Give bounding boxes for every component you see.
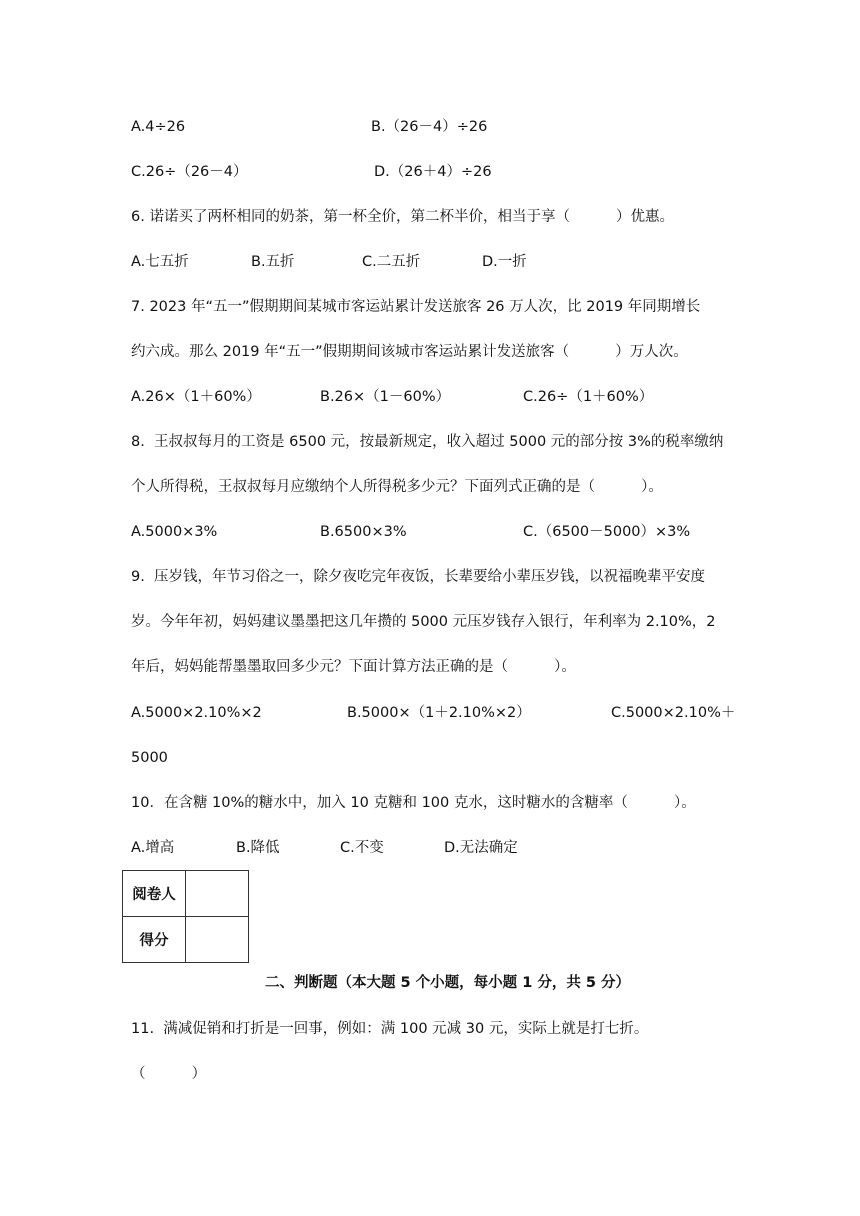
q9-option-c: C.5000×2.10%＋ (611, 705, 736, 721)
q10-option-b: B.降低 (236, 840, 280, 856)
reviewer-row (123, 871, 249, 917)
q9-stem-line1: 9. 压岁钱，年节习俗之一，除夕夜吃完年夜饭，长辈要给小辈压岁钱，以祝福晚辈平安度 (131, 569, 706, 585)
reviewer-cell[interactable] (186, 871, 249, 917)
q5-option-d: D.（26＋4）÷26 (374, 164, 492, 180)
q9-stem-line2: 岁。今年年初，妈妈建议墨墨把这几年攒的 5000 元压岁钱存入银行，年利率为 2.10%，2 (131, 614, 716, 630)
q11-answer-blank[interactable]: （ ） (131, 1066, 207, 1082)
q7-stem-line2: 约六成。那么 2019 年“五一”假期期间该城市客运站累计发送旅客（ ）万人次。 (131, 344, 688, 360)
q10-option-c: C.不变 (340, 840, 384, 856)
q6-option-d: D.一折 (482, 254, 527, 270)
score-row (123, 917, 249, 963)
q9-option-c-continued: 5000 (131, 750, 168, 766)
q7-option-a: A.26×（1＋60%） (131, 389, 261, 405)
q8-option-c: C.（6500－5000）×3% (523, 524, 691, 540)
q5-option-b: B.（26－4）÷26 (371, 119, 488, 135)
q5-option-c: C.26÷（26－4） (131, 164, 248, 180)
q10-option-a: A.增高 (131, 840, 175, 856)
q9-stem-line3: 年后，妈妈能帮墨墨取回多少元？下面计算方法正确的是（ ）。 (131, 659, 576, 675)
q9-option-b: B.5000×（1＋2.10%×2） (347, 705, 531, 721)
q9-option-a: A.5000×2.10%×2 (131, 705, 262, 721)
q6-option-b: B.五折 (251, 254, 295, 270)
q8-option-b: B.6500×3% (320, 524, 407, 540)
section-title: 二、判断题（本大题 5 个小题，每小题 1 分，共 5 分） (265, 975, 631, 991)
q8-stem-line1: 8. 王叔叔每月的工资是 6500 元，按最新规定，收入超过 5000 元的部分按 3%的税率缴纳 (131, 434, 724, 450)
q6-stem: 6. 诺诺买了两杯相同的奶茶，第一杯全价，第二杯半价，相当于享（ ）优惠。 (131, 209, 675, 225)
q5-option-a: A.4÷26 (131, 119, 186, 135)
q10-stem: 10．在含糖 10%的糖水中，加入 10 克糖和 100 克水，这时糖水的含糖率（ ）。 (131, 795, 696, 811)
q7-option-b: B.26×（1－60%） (320, 389, 451, 405)
score-label: 得分 (123, 917, 186, 963)
q11-stem: 11. 满减促销和打折是一回事，例如：满 100 元减 30 元，实际上就是打七折。 (131, 1021, 649, 1037)
q7-option-c: C.26÷（1＋60%） (523, 389, 654, 405)
q8-stem-line2: 个人所得税，王叔叔每月应缴纳个人所得税多少元？下面列式正确的是（ ）。 (131, 479, 663, 495)
q6-option-a: A.七五折 (131, 254, 189, 270)
q10-option-d: D.无法确定 (444, 840, 518, 856)
score-cell[interactable] (186, 917, 249, 963)
q6-option-c: C.二五折 (362, 254, 421, 270)
q7-stem-line1: 7. 2023 年“五一”假期期间某城市客运站累计发送旅客 26 万人次，比 2019 年同期增长 (131, 299, 701, 315)
q8-option-a: A.5000×3% (131, 524, 218, 540)
reviewer-label: 阅卷人 (123, 871, 186, 917)
score-table (122, 870, 249, 963)
